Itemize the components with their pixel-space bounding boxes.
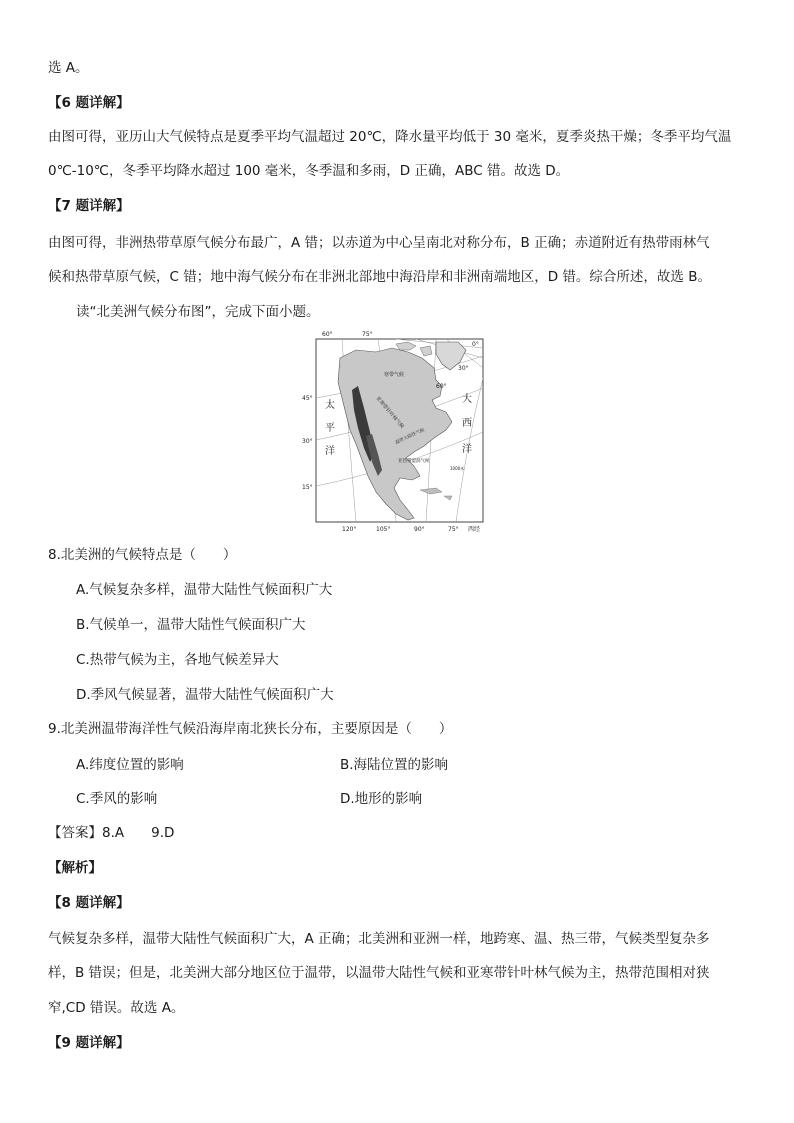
lon-top-60: 60° [322, 331, 333, 338]
option-8c: C.热带气候为主，各地气候差异大 [76, 652, 279, 668]
heading-q8: 【8 题详解】 [48, 895, 130, 911]
lat-left-30: 30° [302, 438, 313, 445]
lon-bottom-75: 75° [448, 526, 459, 533]
lat-right-0: 0° [472, 341, 479, 348]
answer-line: 【答案】8.A 9.D [48, 825, 175, 841]
heading-q7: 【7 题详解】 [48, 198, 130, 214]
north-america-climate-map [296, 328, 492, 538]
label-subtropical: 亚热带湿润气候 [398, 459, 430, 464]
option-9a: A.纬度位置的影响 [76, 757, 184, 773]
option-8a: A.气候复杂多样，温带大陆性气候面积广大 [76, 582, 333, 598]
para-q6-line2: 0℃-10℃，冬季平均降水超过 100 毫米，冬季温和多雨，D 正确，ABC 错。故选 D。 [48, 163, 570, 179]
question-8: 8.北美洲的气候特点是（ ） [48, 547, 237, 563]
atlantic-char-1: 大 [462, 394, 472, 405]
lon-top-75: 75° [362, 331, 373, 338]
para-q6-line1: 由图可得，亚历山大气候特点是夏季平均气温超过 20℃，降水量平均低于 30 毫米，夏季炎热干燥；冬季平均气温 [48, 129, 732, 145]
para-q7-line2: 候和热带草原气候，C 错；地中海气候分布在非洲北部地中海沿岸和非洲南端地区，D 错。综合所述，故选 B。 [48, 269, 711, 285]
line-select-a: 选 A。 [48, 60, 89, 76]
heading-analysis: 【解析】 [48, 860, 102, 876]
lat-right-60: 60° [436, 383, 447, 390]
question-9: 9.北美洲温带海洋性气候沿海岸南北狭长分布，主要原因是（ ） [48, 721, 453, 737]
lon-bottom-90: 90° [414, 526, 425, 533]
atlantic-char-3: 洋 [462, 444, 472, 455]
para-q8-line3: 窄,CD 错误。故选 A。 [48, 1000, 185, 1016]
para-q8-line1: 气候复杂多样，温带大陆性气候面积广大，A 正确；北美洲和亚洲一样，地跨寒、温、热三带，气候类型复杂多 [48, 931, 710, 947]
atlantic-char-2: 西 [462, 418, 472, 429]
question-intro: 读“北美洲气候分布图”，完成下面小题。 [76, 304, 320, 320]
label-tundra: 寒带气候 [384, 372, 405, 378]
option-8b: B.气候单一，温带大陆性气候面积广大 [76, 617, 306, 633]
lat-right-30: 30° [458, 365, 469, 372]
pacific-char-2: 平 [325, 423, 335, 434]
label-contour: 1000米 [450, 466, 465, 471]
pacific-char-1: 太 [325, 400, 335, 411]
option-9b: B.海陆位置的影响 [340, 757, 449, 773]
heading-q6: 【6 题详解】 [48, 95, 130, 111]
option-8d: D.季风气候显著，温带大陆性气候面积广大 [76, 687, 334, 703]
lon-bottom-unit: 西经 [468, 526, 481, 533]
option-9c: C.季风的影响 [76, 791, 158, 807]
heading-q9: 【9 题详解】 [48, 1035, 130, 1051]
lon-bottom-105: 105° [376, 526, 391, 533]
para-q8-line2: 样，B 错误；但是，北美洲大部分地区位于温带，以温带大陆性气候和亚寒带针叶林气候为主，热带范围相对狭 [48, 965, 710, 981]
label-subarctic: 亚寒带针叶林气候 [374, 395, 405, 430]
pacific-char-3: 洋 [325, 446, 335, 457]
label-continental: 温带大陆性气候 [394, 427, 426, 446]
lat-left-15: 15° [302, 484, 313, 491]
lat-left-45: 45° [302, 395, 313, 402]
option-9d: D.地形的影响 [340, 791, 423, 807]
lon-bottom-120: 120° [342, 526, 357, 533]
para-q7-line1: 由图可得，非洲热带草原气候分布最广，A 错；以赤道为中心呈南北对称分布，B 正确；赤道附近有热带雨林气 [48, 235, 710, 251]
